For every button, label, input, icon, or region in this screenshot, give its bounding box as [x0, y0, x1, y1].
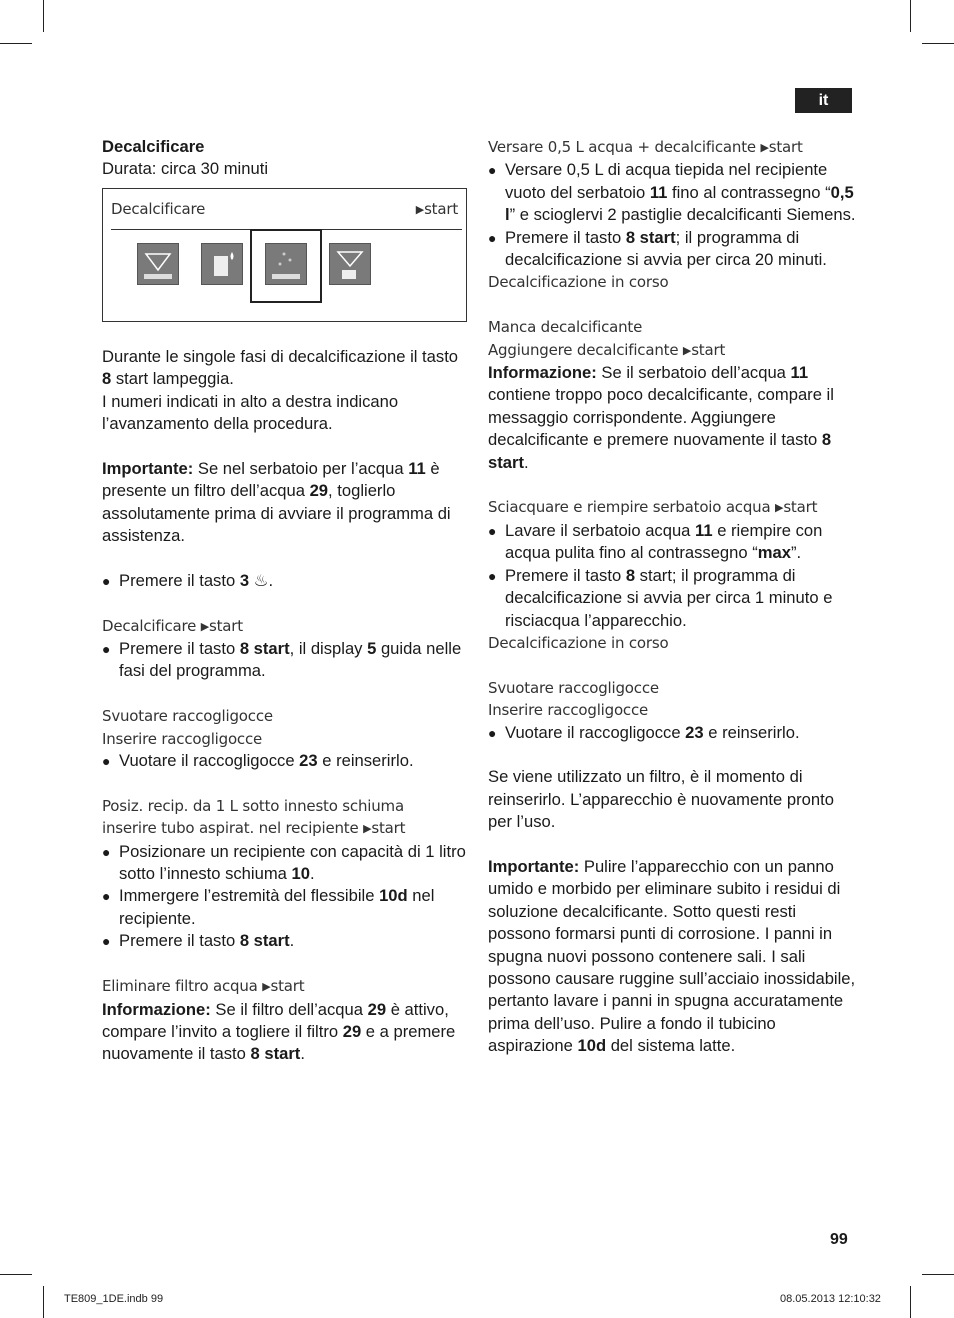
- section-title: Decalcificare: [102, 137, 205, 156]
- intro-text: Durante le singole fasi di decalcificazione il tasto 8 start lampeggia.: [102, 346, 459, 389]
- display-start: ▶start: [415, 199, 458, 218]
- intro-text-2: I numeri indicati in alto a destra indicano l’avanzamento della procedura.: [102, 391, 399, 434]
- diamond-beaker-icon: [137, 243, 179, 285]
- list-item: ● Vuotare il raccogligocce 23 e reinserirlo.: [102, 750, 467, 772]
- display-message: Aggiungere decalcificante ▶start: [488, 340, 726, 359]
- crop-mark: [0, 43, 32, 44]
- display-message: Sciacquare e riempire serbatoio acqua ▶start: [488, 498, 818, 517]
- crop-mark: [43, 0, 44, 32]
- list-item: ● Lavare il serbatoio acqua 11 e riempire con acqua pulita fino al contrassegno “max”.: [488, 520, 858, 565]
- display-label: Decalcificare: [111, 199, 206, 218]
- info-note: Informazione: Se il filtro dell’acqua 29 è attivo, compare l’invito a togliere il filtro 29 e a premere nuovamente il tasto 8 start.: [102, 999, 456, 1064]
- diamond-cup-icon: [329, 243, 371, 285]
- duration: Durata: circa 30 minuti: [102, 159, 269, 179]
- list-item: ● Immergere l’estremità del flessibile 10d nel recipiente.: [102, 885, 467, 930]
- list-item: ● Versare 0,5 L di acqua tiepida nel recipiente vuoto del serbatoio 11 fino al contrassegno “0,5 l” e scioglervi 2 pastiglie decalcificanti Siemens.: [488, 159, 858, 226]
- important-note: Importante: Se nel serbatoio per l’acqua 11 è presente un filtro dell’acqua 29, toglierlo assolutamente prima di avviare il programma di assistenza.: [102, 458, 451, 546]
- important-note: Importante: Pulire l’apparecchio con un panno umido e morbido per eliminare subito i residui di soluzione decalcificante. Sotto questi resti possono formarsi punti di corrosione. I panni in spugna nuovi possono contenere sali. I sali possono causare ruggine sull’acciaio inossidabile, pertanto lavare i panni in spugna accuratamente prima dell’uso. Pulire a fondo il tubicino aspirazione 10d del sistema latte.: [488, 856, 856, 1056]
- display-message: Decalcificazione in corso: [488, 633, 669, 652]
- list-item: ● Premere il tasto 8 start.: [102, 930, 467, 952]
- display-message: Inserire raccogligocce: [488, 701, 649, 720]
- list-item: ● Premere il tasto 3 ♨.: [102, 570, 467, 592]
- display-message: Eliminare filtro acqua ▶start: [102, 977, 305, 996]
- crop-mark: [922, 43, 954, 44]
- display-message: Svuotare raccogligocce: [488, 678, 659, 697]
- list-item: ● Posizionare un recipiente con capacità di 1 litro sotto l’innesto schiuma 10.: [102, 841, 467, 886]
- info-note: Informazione: Se il serbatoio dell’acqua 11 contiene troppo poco decalcificante, compare il messaggio corrispondente. Aggiungere decalcificante e premere nuovamente il tasto 8 start.: [488, 363, 834, 472]
- display-message: Posiz. recip. da 1 L sotto innesto schiuma: [102, 796, 404, 815]
- glass-water-icon: [201, 243, 243, 285]
- display-panel: [102, 188, 467, 322]
- list-item: ● Premere il tasto 8 start; il programma di decalcificazione si avvia per circa 1 minuto e risciacqua l’apparecchio.: [488, 565, 858, 632]
- display-header: [111, 189, 462, 230]
- filter-note: Se viene utilizzato un filtro, è il momento di reinserirlo. L’apparecchio è nuovamente pronto per l’uso.: [488, 767, 834, 832]
- list-item: ● Premere il tasto 8 start; il programma di decalcificazione si avvia per circa 20 minuti.: [488, 227, 858, 272]
- page-number: 99: [830, 1231, 848, 1248]
- display-message: Versare 0,5 L acqua + decalcificante ▶start: [488, 138, 803, 156]
- language-tab: it: [795, 88, 852, 113]
- crop-mark: [910, 0, 911, 32]
- crop-mark: [0, 1274, 32, 1275]
- crop-mark: [910, 1286, 911, 1318]
- selected-step-frame: [250, 229, 322, 303]
- display-message: Manca decalcificante: [488, 318, 643, 337]
- list-item: ● Premere il tasto 8 start, il display 5 guida nelle fasi del programma.: [102, 638, 467, 683]
- list-item: ● Vuotare il raccogligocce 23 e reinserirlo.: [488, 722, 858, 744]
- play-icon: ▶: [415, 202, 425, 216]
- display-message: Svuotare raccogligocce: [102, 707, 273, 726]
- right-column: [488, 136, 858, 1058]
- display-message: Inserire raccogligocce: [102, 729, 263, 748]
- display-message: inserire tubo aspirat. nel recipiente ▶start: [102, 819, 406, 838]
- footer-file: TE809_1DE.indb 99: [64, 1293, 164, 1305]
- left-column: [102, 136, 467, 1066]
- footer-date: 08.05.2013 12:10:32: [780, 1293, 881, 1305]
- display-message: Decalcificare ▶start: [102, 616, 243, 635]
- crop-mark: [922, 1274, 954, 1275]
- crop-mark: [43, 1286, 44, 1318]
- display-message: Decalcificazione in corso: [488, 273, 669, 292]
